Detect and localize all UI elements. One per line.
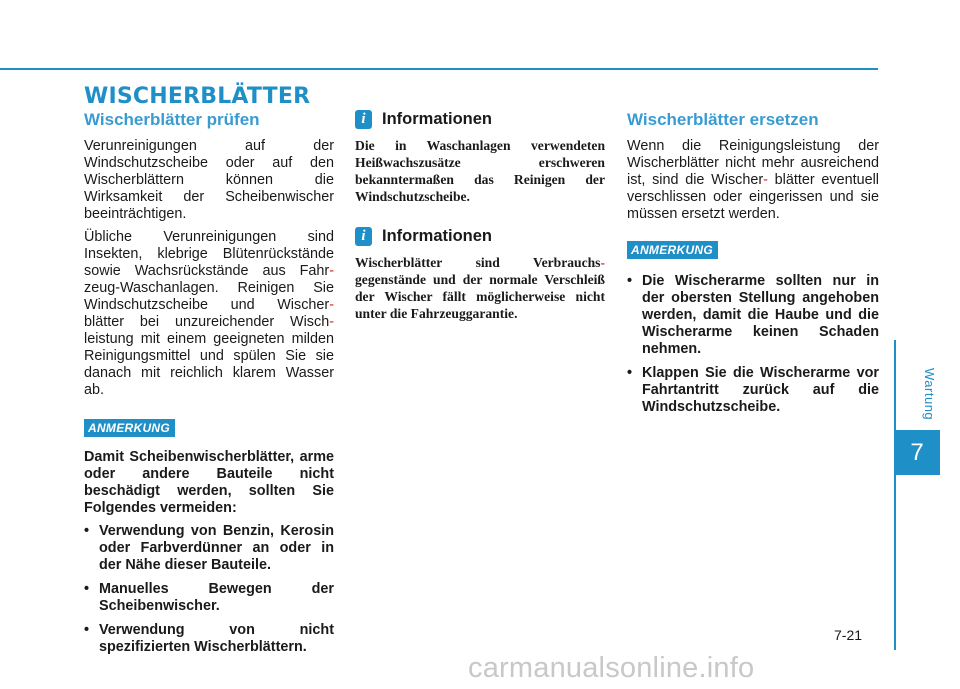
info-heading-2 [355, 227, 605, 246]
note-badge: ANMERKUNG [627, 241, 718, 259]
warning-text: Damit Scheibenwischerblätter, arme oder andere Bauteile nicht beschädigt werden, sollten Sie Folgendes vermeiden: [84, 449, 334, 516]
page-number: 7-21 [834, 627, 863, 643]
top-rule [0, 68, 878, 70]
sidebar-chapter-label: Wartung [922, 368, 937, 421]
heading-check-wipers: Wischerblätter prüfen [84, 110, 260, 129]
info-text-2 [355, 254, 605, 322]
section-title: WISCHERBLÄTTER [84, 84, 311, 109]
warning-list [84, 523, 334, 656]
list-item: • Verwendung von nicht spezifizierten Wischerblättern. [84, 622, 334, 656]
note-badge-wrap [627, 241, 879, 259]
column-check-wipers [84, 110, 334, 663]
text: blätter eventuell verschlissen oder eingerissen und sie müssen ersetzt werden. [627, 172, 879, 222]
list-item: • Klappen Sie die Wischerarme vor Fahrtantritt zurück auf die Windschutzscheibe. [627, 365, 879, 416]
info-title: Informationen [382, 110, 492, 128]
info-heading-1 [355, 110, 605, 129]
paragraph-contamination: Verunreinigungen auf der Windschutzscheibe oder auf den Wischerblättern können die Wirksamkeit der Scheibenwischer beeinträchtigen. [84, 138, 334, 222]
text: zeug-Waschanlagen. Reinigen Sie Windschutzscheibe und Wischer [84, 280, 334, 313]
heading-replace-wipers: Wischerblätter ersetzen [627, 110, 819, 129]
watermark: carmanualsonline.info [468, 652, 755, 684]
list-item: • Die Wischerarme sollten nur in der obersten Stellung angehoben werden, damit die Haube und die Wischerarme keinen Schaden nehmen. [627, 273, 879, 358]
text: leistung mit einem geeigneten milden Reinigungsmittel und spülen Sie sie danach mit reichlich klarem Wasser ab. [84, 331, 334, 398]
info-icon: i [355, 110, 372, 129]
note-badge: ANMERKUNG [84, 419, 175, 437]
text: blätter bei unzureichender Wisch [84, 314, 330, 330]
text: Wischerblätter sind Verbrauchs [355, 255, 601, 270]
list-item: • Verwendung von Benzin, Kerosin oder Farbverdünner an oder in der Nähe dieser Bauteile. [84, 523, 334, 574]
info-text-1: Die in Waschanlagen verwendeten Heißwachszusätze erschweren bekanntermaßen das Reinigen der Windschutzscheibe. [355, 138, 605, 204]
info-icon: i [355, 227, 372, 246]
hyphen: - [329, 297, 334, 313]
text: Wenn die Reinigungsleistung der Wischerblätter nicht mehr ausreichend ist, sind die Wischer [627, 138, 879, 188]
chapter-number-badge: 7 [894, 430, 940, 475]
column-replace-wipers [627, 110, 879, 423]
text: Übliche Verunreinigungen sind Insekten, klebrige Blütenrückstände sowie Wachsrückstände aus Fahr [84, 229, 334, 279]
hyphen: - [329, 263, 334, 279]
hyphen: - [329, 314, 334, 330]
sidebar-rule [894, 340, 896, 650]
hyphen: - [600, 255, 605, 270]
text: gegenstände und der normale Verschleiß der Wischer fällt möglicherweise nicht unter die Fahrzeuggarantie. [355, 272, 605, 321]
note-list [627, 273, 879, 416]
column-information [355, 110, 605, 344]
info-title: Informationen [382, 227, 492, 245]
list-item: • Manuelles Bewegen der Scheibenwischer. [84, 581, 334, 615]
paragraph-cleaning [84, 229, 334, 399]
note-badge-wrap [84, 419, 334, 437]
hyphen: - [763, 172, 768, 188]
paragraph-replace [627, 138, 879, 223]
